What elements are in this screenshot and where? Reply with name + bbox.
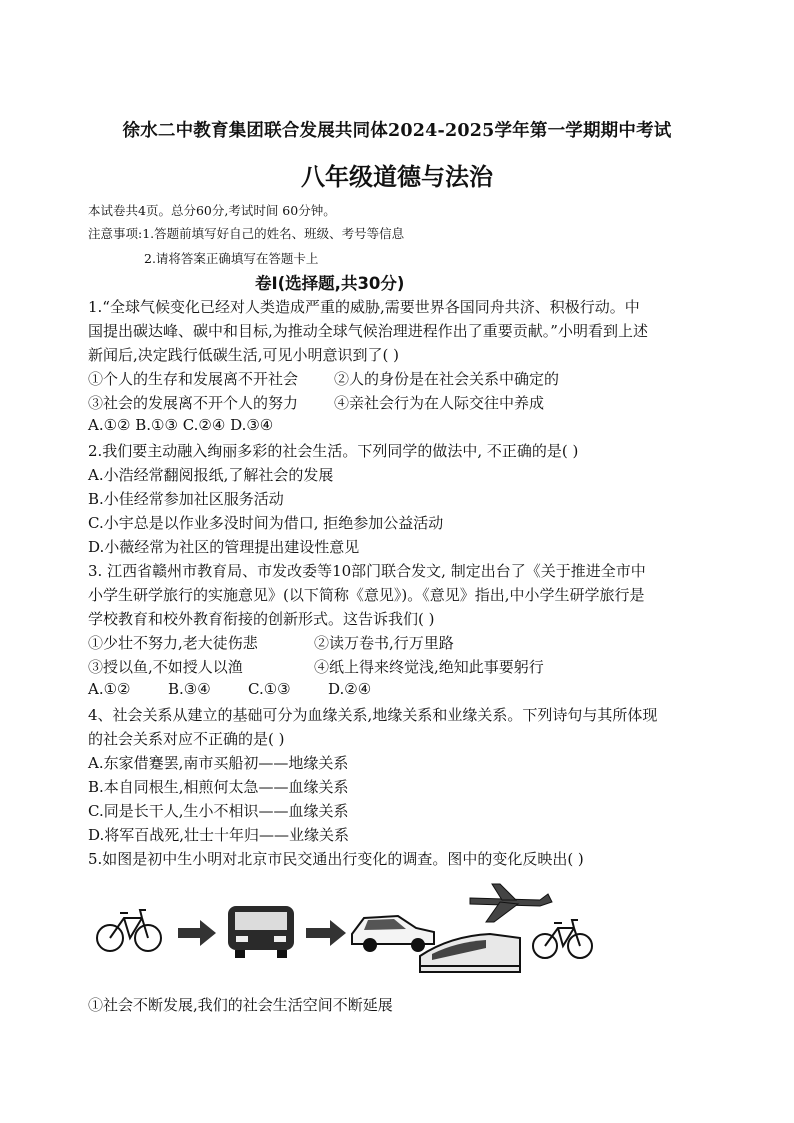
q3-stem-line-1: 3. 江西省赣州市教育局、市发改委等10部门联合发文, 制定出台了《关于推进全市中 <box>88 562 646 580</box>
exam-title: 徐水二中教育集团联合发展共同体2024-2025学年第一学期期中考试 <box>122 121 672 141</box>
q4-choice-d: D.将军百战死,壮士十年归——业缘关系 <box>88 826 350 844</box>
q1-stem-line-3: 新闻后,决定践行低碳生活,可见小明意识到了( ) <box>88 346 400 364</box>
q4-choice-b: B.本自同根生,相煎何太急——血缘关系 <box>88 778 349 796</box>
q1-stem-line-2: 国提出碳达峰、碳中和目标,为推动全球气候治理进程作出了重要贡献。”小明看到上述 <box>88 322 648 340</box>
q1-answer-choices: A.①② B.①③ C.②④ D.③④ <box>88 416 274 434</box>
airplane-icon <box>470 884 552 922</box>
arrow-icon <box>178 920 216 946</box>
q4-stem-line-2: 的社会关系对应不正确的是( ) <box>88 730 285 748</box>
q1-option-3: ③社会的发展离不开个人的努力 <box>88 394 299 412</box>
car-icon <box>352 916 434 952</box>
q4-choice-c: C.同是长干人,生小不相识——血缘关系 <box>88 802 349 820</box>
q3-stem-line-2: 小学生研学旅行的实施意见》(以下简称《意见》)。《意见》指出,中小学生研学旅行是 <box>88 586 645 604</box>
bus-icon <box>228 906 294 958</box>
bicycle-icon <box>97 910 161 951</box>
q3-answer-c: C.①③ <box>248 680 291 698</box>
q2-choice-b: B.小佳经常参加社区服务活动 <box>88 490 284 508</box>
q3-answer-b: B.③④ <box>168 680 211 698</box>
q4-stem-line-1: 4、社会关系从建立的基础可分为血缘关系,地缘关系和业缘关系。下列诗句与其所体现 <box>88 706 658 724</box>
q3-option-4: ④纸上得来终觉浅,绝知此事要躬行 <box>314 658 544 676</box>
q3-option-3: ③授以鱼,不如授人以渔 <box>88 658 243 676</box>
notice-line-2: 2.请将答案正确填写在答题卡上 <box>144 251 319 266</box>
q5-stem: 5.如图是初中生小明对北京市民交通出行变化的调查。图中的变化反映出( ) <box>88 850 584 868</box>
transport-illustration-svg <box>90 878 600 978</box>
q2-stem: 2.我们要主动融入绚丽多彩的社会生活。下列同学的做法中, 不正确的是( ) <box>88 442 579 460</box>
subject-title: 八年级道德与法治 <box>301 162 493 191</box>
arrow-icon <box>306 920 346 946</box>
q1-option-4: ④亲社会行为在人际交往中养成 <box>334 394 545 412</box>
q4-choice-a: A.东家借蹇罢,南市买船初——地缘关系 <box>88 754 349 772</box>
q1-stem-line-1: 1.“全球气候变化已经对人类造成严重的威胁,需要世界各国同舟共济、积极行动。中 <box>88 298 640 316</box>
shared-bicycle-icon <box>533 920 592 958</box>
notice-line-1: 注意事项:1.答题前填写好自己的姓名、班级、考号等信息 <box>88 226 405 241</box>
q2-choice-c: C.小宇总是以作业多没时间为借口, 拒绝参加公益活动 <box>88 514 444 532</box>
q3-option-2: ②读万卷书,行万里路 <box>314 634 454 652</box>
q1-option-2: ②人的身份是在社会关系中确定的 <box>334 370 560 388</box>
q2-choice-a: A.小浩经常翻阅报纸,了解社会的发展 <box>88 466 334 484</box>
section-heading: 卷Ⅰ(选择题,共30分) <box>255 274 405 293</box>
exam-info: 本试卷共4页。总分60分,考试时间 60分钟。 <box>88 203 336 218</box>
q1-option-1: ①个人的生存和发展离不开社会 <box>88 370 299 388</box>
q3-answer-d: D.②④ <box>328 680 372 698</box>
q2-choice-d: D.小薇经常为社区的管理提出建设性意见 <box>88 538 360 556</box>
transport-illustration <box>90 878 600 978</box>
q3-answer-a: A.①② <box>88 680 131 698</box>
q3-option-1: ①少壮不努力,老大徒伤悲 <box>88 634 258 652</box>
q3-stem-line-3: 学校教育和校外教育衔接的创新形式。这告诉我们( ) <box>88 610 435 628</box>
q5-option-1: ①社会不断发展,我们的社会生活空间不断延展 <box>88 996 393 1014</box>
